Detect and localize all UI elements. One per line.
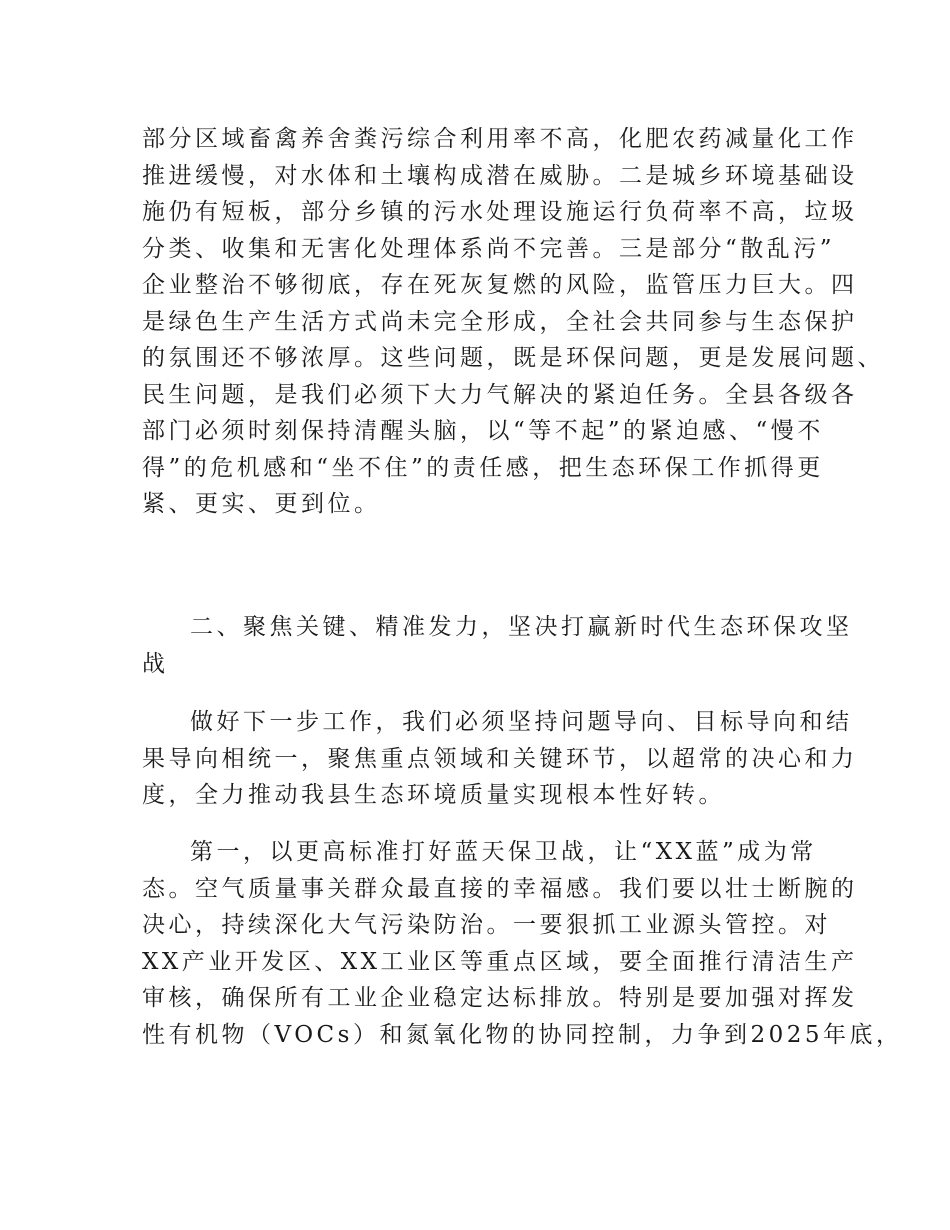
text-line: 审核，确保所有工业企业稳定达标排放。特别是要加强对挥发	[142, 985, 858, 1011]
heading-line: 二、聚焦关键、精准发力，坚决打赢新时代生态环保攻坚	[190, 614, 853, 640]
text-line: 的氛围还不够浓厚。这些问题，既是环保问题，更是发展问题、	[142, 345, 884, 371]
text-line: 紧、更实、更到位。	[142, 491, 381, 517]
text-line: XX产业开发区、XX工业区等重点区域，要全面推行清洁生产	[142, 948, 858, 975]
text-line: 分类、收集和无害化处理体系尚不完善。三是部分“散乱污”	[142, 235, 836, 262]
paragraph-blue-sky	[142, 834, 903, 1053]
text-line: 推进缓慢，对水体和土壤构成潜在威胁。二是城乡环境基础设	[142, 162, 858, 189]
paragraph-next-steps	[142, 704, 858, 814]
text-line: 做好下一步工作，我们必须坚持问题导向、目标导向和结	[190, 709, 853, 735]
text-line: 是绿色生产生活方式尚未完全形成，全社会共同参与生态保护	[142, 308, 858, 335]
text-line: 态。空气质量事关群众最直接的幸福感。我们要以壮士断腕的	[142, 875, 858, 902]
text-line: 施仍有短板，部分乡镇的污水处理设施运行负荷率不高，垃圾	[142, 199, 858, 225]
heading-line: 战	[142, 650, 169, 677]
text-line: 第一，以更高标准打好蓝天保卫战，让“XX蓝”成为常	[190, 839, 817, 865]
section-heading	[142, 609, 853, 682]
text-line: 民生问题，是我们必须下大力气解决的紧迫任务。全县各级各	[142, 381, 858, 408]
text-line: 果导向相统一，聚焦重点领域和关键环节，以超常的决心和力	[142, 745, 858, 772]
text-line: 度，全力推动我县生态环境质量实现根本性好转。	[142, 782, 725, 808]
text-line: 得”的危机感和“坐不住”的责任感，把生态环保工作抓得更	[142, 454, 824, 481]
paragraph-problems-continued	[142, 121, 884, 523]
text-line: 决心，持续深化大气污染防治。一要狠抓工业源头管控。对	[142, 912, 831, 938]
text-line: 企业整治不够彻底，存在死灰复燃的风险，监管压力巨大。四	[142, 272, 858, 298]
text-line: 性有机物（VOCs）和氮氧化物的协同控制，力争到2025年底，	[142, 1021, 903, 1048]
text-line: 部门必须时刻保持清醒头脑，以“等不起”的紧迫感、“慢不	[142, 418, 824, 444]
text-line: 部分区域畜禽养舍粪污综合利用率不高，化肥农药减量化工作	[142, 126, 858, 152]
